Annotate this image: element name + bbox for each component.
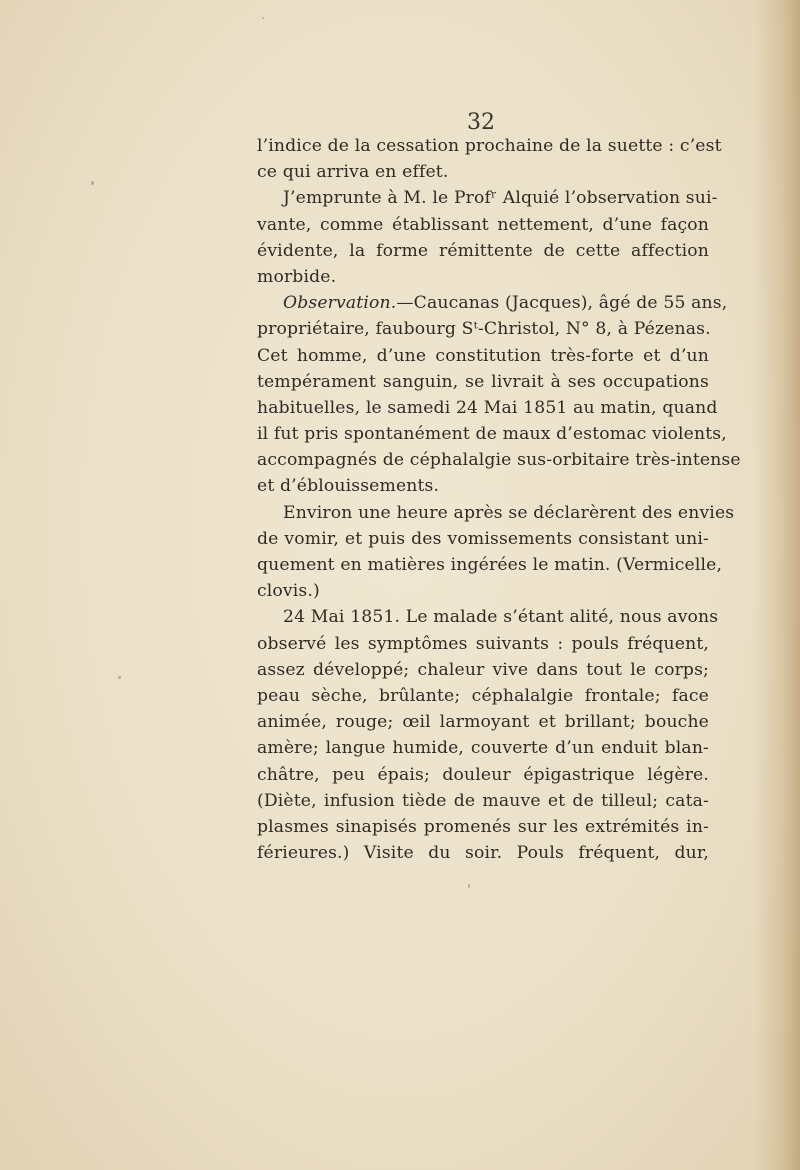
text-line: ce qui arriva en effet.	[257, 162, 449, 183]
paper-speck	[468, 884, 470, 888]
text-line: peau sèche, brûlante; céphalalgie frontale; face	[257, 685, 709, 706]
text-line: vante, comme établissant nettement, d’une façon	[257, 214, 709, 235]
text-line: de vomir, et puis des vomissements consistant uni-	[257, 528, 709, 549]
text-line: (Diète, infusion tiède de mauve et de tilleul; cata-	[257, 790, 709, 811]
text-line: évidente, la forme rémittente de cette affection	[257, 240, 709, 261]
text-line: animée, rouge; œil larmoyant et brillant; bouche	[257, 712, 709, 733]
text-line: l’indice de la cessation prochaine de la suette : c’est	[257, 136, 722, 156]
text-line: il fut pris spontanément de maux d’estomac violents,	[257, 424, 727, 445]
paper-speck	[118, 676, 121, 679]
text-line: 24 Mai 1851. Le malade s’étant alité, nous avons	[283, 607, 719, 628]
paper-speck	[91, 181, 94, 185]
text-line: J’emprunte à M. le Profʳ Alquié l’observation sui-	[283, 188, 718, 209]
page-edge-shadow	[754, 0, 800, 1170]
text-line: morbide.	[257, 266, 337, 287]
text-line: habituelles, le samedi 24 Mai 1851 au matin, quand	[257, 397, 718, 418]
text-line-observation	[257, 290, 728, 316]
text-line: propriétaire, faubourg Sᵗ-Christol, N° 8, à Pézenas.	[257, 319, 711, 340]
paper-speck	[262, 17, 264, 19]
text-line: férieures.) Visite du soir. Pouls fréquent, dur,	[257, 843, 709, 864]
text-line: plasmes sinapisés promenés sur les extrémités in-	[257, 816, 709, 837]
text-line: Environ une heure après se déclarèrent des envies	[283, 502, 735, 523]
text-line: Cet homme, d’une constitution très-forte et d’un	[257, 345, 709, 366]
observation-label: Observation.	[283, 293, 397, 314]
text-line: accompagnés de céphalalgie sus-orbitaire très-intense	[257, 450, 741, 471]
text-line: tempérament sanguin, se livrait à ses occupations	[257, 371, 709, 392]
text-line: amère; langue humide, couverte d’un enduit blan-	[257, 738, 709, 759]
text-line: assez développé; chaleur vive dans tout le corps;	[257, 659, 709, 680]
text-line: observé les symptômes suivants : pouls fréquent,	[257, 633, 709, 654]
text-line: clovis.)	[257, 581, 320, 602]
text-line: quement en matières ingérées le matin. (Vermicelle,	[257, 555, 723, 575]
observation-text: —Caucanas (Jacques), âgé de 55 ans,	[396, 293, 728, 314]
page-number: 32	[467, 110, 495, 135]
text-line: châtre, peu épais; douleur épigastrique légère.	[257, 764, 709, 785]
text-line: et d’éblouissements.	[257, 476, 440, 497]
body-text	[257, 133, 741, 866]
